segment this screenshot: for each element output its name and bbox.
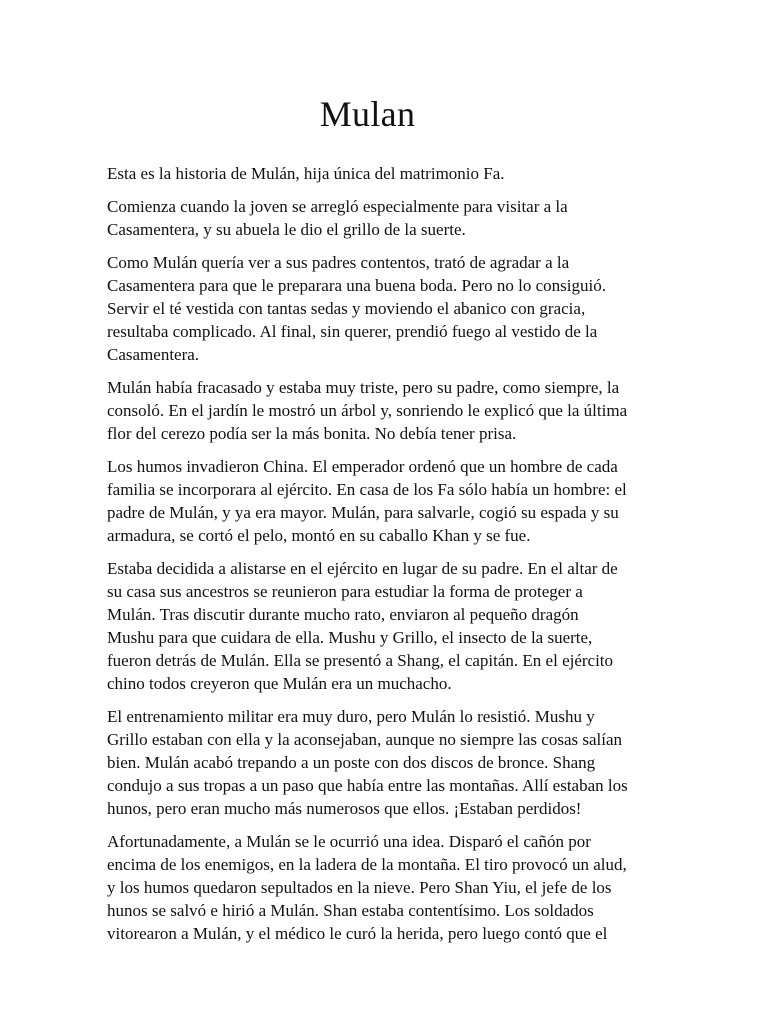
paragraph-6: Estaba decidida a alistarse en el ejército en lugar de su padre. En el altar de su casa sus ancestros se reunieron para estudiar la forma de proteger a Mulán. Tras discutir durante mucho rato, enviaron al pequeño dragón Mushu para que cuidara de ella. Mushu y Grillo, el insecto de la suerte, fueron detrás de Mulán. Ella se presentó a Shang, el capitán. En el ejército chino todos creyeron que Mulán era un muchacho. <box>107 559 618 693</box>
document-title: Mulan <box>319 94 416 134</box>
paragraph-2: Comienza cuando la joven se arregló especialmente para visitar a la Casamentera, y su abuela le dio el grillo de la suerte. <box>107 197 568 239</box>
paragraph-4: Mulán había fracasado y estaba muy triste, pero su padre, como siempre, la consoló. En el jardín le mostró un árbol y, sonriendo le explicó que la última flor del cerezo podía ser la más bonita. No debía tener prisa. <box>107 378 628 443</box>
paragraph-1: Esta es la historia de Mulán, hija única del matrimonio Fa. <box>107 164 505 183</box>
paragraph-5: Los humos invadieron China. El emperador ordenó que un hombre de cada familia se incorporara al ejército. En casa de los Fa sólo había un hombre: el padre de Mulán, y ya era mayor. Mulán, para salvarle, cogió su espada y su armadura, se cortó el pelo, montó en su caballo Khan y se fue. <box>107 457 627 545</box>
paragraph-3: Como Mulán quería ver a sus padres contentos, trató de agradar a la Casamentera para que le preparara una buena boda. Pero no lo consiguió. Servir el té vestida con tantas sedas y moviendo el abanico con gracia, resultaba complicado. Al final, sin querer, prendió fuego al vestido de la Casamentera. <box>107 253 606 364</box>
paragraph-8: Afortunadamente, a Mulán se le ocurrió una idea. Disparó el cañón por encima de los enemigos, en la ladera de la montaña. El tiro provocó un alud, y los humos quedaron sepultados en la nieve. Pero Shan Yiu, el jefe de los hunos se salvó e hirió a Mulán. Shan estaba contentísimo. Los soldados vitorearon a Mulán, y el médico le curó la herida, pero luego contó que el <box>107 832 627 943</box>
paragraph-7: El entrenamiento militar era muy duro, pero Mulán lo resistió. Mushu y Grillo estaban con ella y la aconsejaban, aunque no siempre las cosas salían bien. Mulán acabó trepando a un poste con dos discos de bronce. Shang condujo a sus tropas a un paso que había entre las montañas. Allí estaban los hunos, pero eran mucho más numerosos que ellos. ¡Estaban perdidos! <box>107 707 628 818</box>
